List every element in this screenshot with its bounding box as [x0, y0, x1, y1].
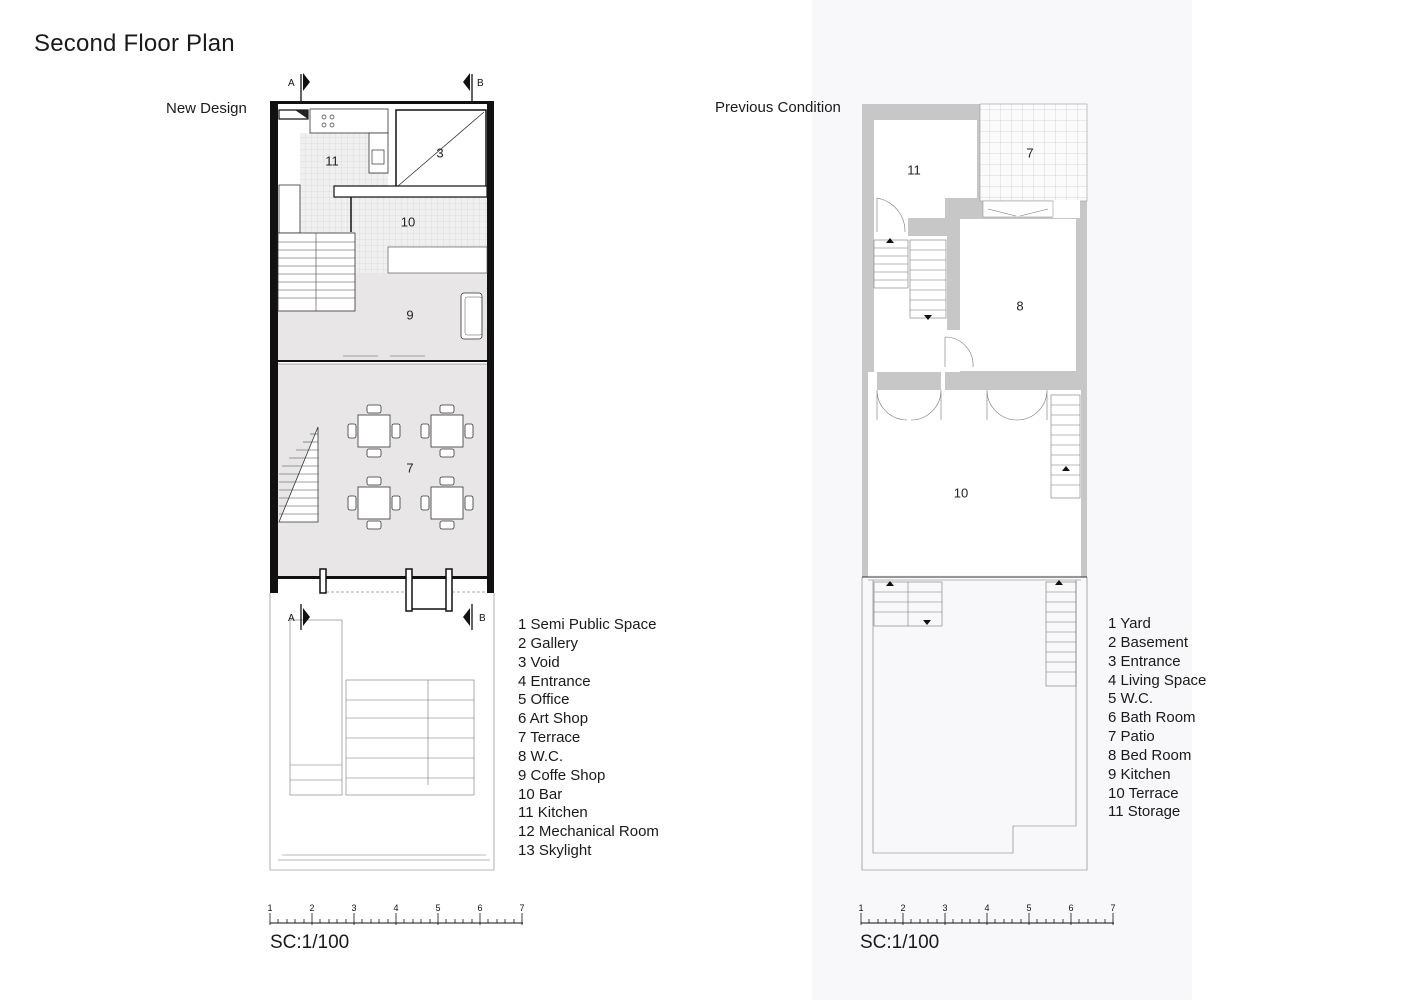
new-design-scale-bar — [267, 903, 524, 925]
east-wall — [487, 103, 494, 593]
scale-tick-5: 5 — [1026, 903, 1032, 913]
legend-item: 5 Office — [518, 691, 570, 709]
legend-item: 7 Patio — [1108, 728, 1155, 746]
legend-item: 8 Bed Room — [1108, 746, 1192, 764]
legend-item: 3 Void — [518, 653, 560, 671]
scale-tick-4: 4 — [984, 903, 990, 913]
legend-item: 3 Entrance — [1108, 652, 1181, 670]
section-mark-b-top: B — [477, 78, 484, 89]
room-void-number: 3 — [436, 145, 444, 161]
room-coffee-shop-number: 9 — [406, 307, 414, 323]
north-wall — [270, 101, 494, 104]
scale-tick-4: 4 — [393, 903, 399, 913]
scale-tick-5: 5 — [435, 903, 441, 913]
old-bedroom — [960, 219, 1076, 371]
legend-item: 5 W.C. — [1108, 690, 1154, 708]
page-title: Second Floor Plan — [34, 30, 235, 57]
old-terrace — [868, 390, 1081, 575]
legend-item: 11 Storage — [1108, 803, 1181, 821]
legend-item: 11 Kitchen — [518, 804, 588, 822]
scale-tick-2: 2 — [309, 903, 315, 913]
previous-condition-scale-label: SC:1/100 — [860, 932, 940, 953]
scale-tick-3: 3 — [351, 903, 357, 913]
west-wall — [270, 103, 278, 593]
legend-item: 1 Semi Public Space — [518, 616, 657, 633]
legend-item: 8 W.C. — [518, 747, 564, 765]
south-edge — [278, 576, 488, 579]
legend-item: 9 Coffe Shop — [518, 766, 606, 784]
room-kitchen-number: 11 — [325, 153, 339, 169]
old-room-terrace-number: 10 — [953, 485, 969, 501]
legend-item: 10 Terrace — [1108, 784, 1179, 802]
new-design-legend — [518, 616, 659, 861]
legend-item: 1 Yard — [1108, 615, 1151, 632]
scale-tick-1: 1 — [858, 903, 864, 913]
scale-tick-7: 7 — [1110, 903, 1116, 913]
legend-item: 4 Entrance — [518, 672, 591, 690]
old-room-bedroom-number: 8 — [1016, 298, 1024, 314]
legend-item: 7 Terrace — [518, 729, 581, 747]
legend-item: 10 Bar — [518, 785, 563, 803]
room-bar-number: 10 — [400, 214, 416, 230]
scale-tick-6: 6 — [477, 903, 483, 913]
previous-condition-plan — [862, 104, 1087, 870]
scale-tick-2: 2 — [900, 903, 906, 913]
scale-tick-1: 1 — [267, 903, 273, 913]
old-room-patio-number: 7 — [1026, 145, 1034, 161]
previous-condition-label: Previous Condition — [715, 99, 841, 116]
legend-item: 13 Skylight — [518, 842, 592, 860]
section-mark-b-bottom: B — [479, 613, 486, 624]
legend-item: 9 Kitchen — [1108, 765, 1171, 783]
legend-item: 6 Bath Room — [1108, 709, 1196, 727]
scale-tick-6: 6 — [1068, 903, 1074, 913]
previous-condition-scale-bar — [858, 903, 1115, 925]
new-design-scale-label: SC:1/100 — [270, 932, 350, 953]
new-design-plan — [270, 73, 494, 870]
old-room-storage-number: 11 — [907, 162, 921, 178]
legend-item: 2 Gallery — [518, 634, 579, 652]
previous-condition-legend — [1108, 615, 1206, 822]
new-design-label: New Design — [166, 100, 247, 117]
legend-item: 4 Living Space — [1108, 671, 1207, 689]
room-terrace-number: 7 — [406, 460, 414, 476]
section-mark-a-bottom: A — [288, 613, 295, 624]
legend-item: 6 Art Shop — [518, 710, 589, 728]
legend-item: 2 Basement — [1108, 633, 1189, 651]
section-mark-a-top: A — [288, 78, 295, 89]
scale-tick-3: 3 — [942, 903, 948, 913]
scale-tick-7: 7 — [519, 903, 525, 913]
legend-item: 12 Mechanical Room — [518, 823, 659, 841]
